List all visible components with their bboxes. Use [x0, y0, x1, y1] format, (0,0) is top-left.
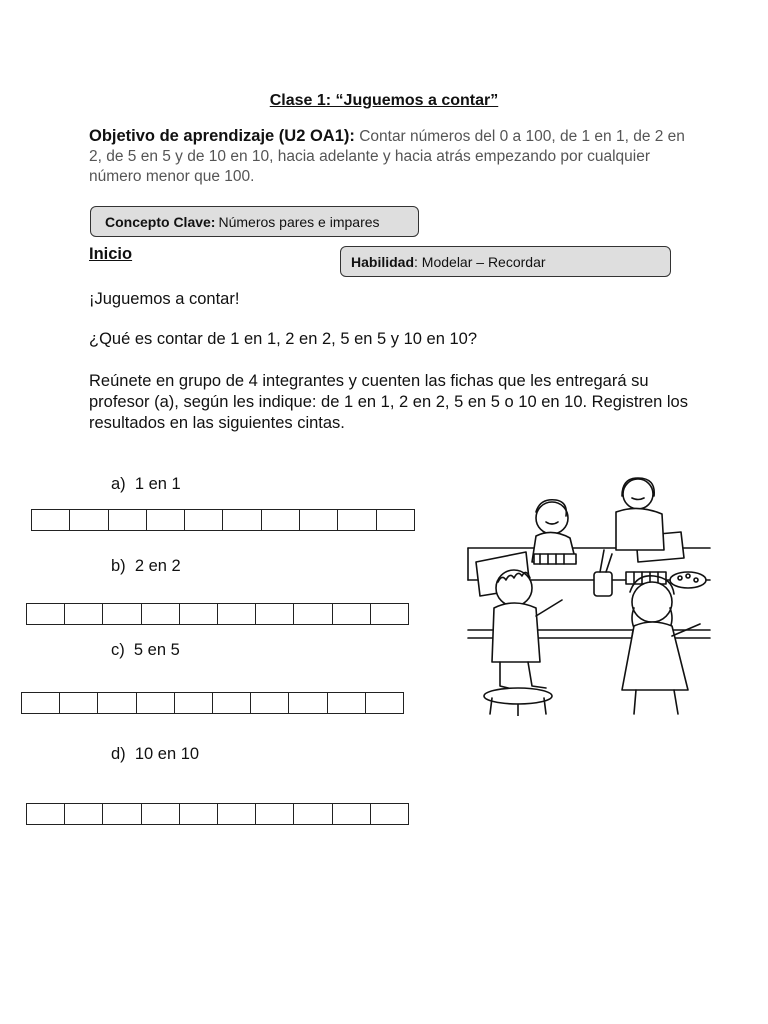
- exercise-letter: d): [111, 745, 126, 763]
- exercise-letter: a): [111, 475, 126, 493]
- strip-cell[interactable]: [256, 604, 294, 624]
- strip-cell[interactable]: [175, 693, 213, 713]
- paragraph-question: ¿Qué es contar de 1 en 1, 2 en 2, 5 en 5 y 10 en 10?: [89, 330, 478, 348]
- strip-cell[interactable]: [262, 510, 300, 530]
- strip-cell[interactable]: [32, 510, 70, 530]
- strip-cell[interactable]: [98, 693, 136, 713]
- concepto-value: Números pares e impares: [218, 213, 380, 230]
- strip-cell[interactable]: [289, 693, 327, 713]
- strip-cell[interactable]: [371, 604, 408, 624]
- exercise-text: 10 en 10: [134, 745, 200, 763]
- strip-cell[interactable]: [300, 510, 338, 530]
- strip-cell[interactable]: [65, 604, 103, 624]
- strip-cell[interactable]: [27, 804, 65, 824]
- strip-cell[interactable]: [137, 693, 175, 713]
- strip-cell[interactable]: [180, 804, 218, 824]
- strip-cell[interactable]: [147, 510, 185, 530]
- strip-cell[interactable]: [256, 804, 294, 824]
- habilidad-label: Habilidad: [351, 253, 415, 270]
- strip-cell[interactable]: [251, 693, 289, 713]
- objective-colon: :: [349, 127, 355, 145]
- concepto-clave-box: [90, 206, 419, 237]
- strip-cell[interactable]: [60, 693, 98, 713]
- strip-cell[interactable]: [22, 693, 60, 713]
- objective-text: Contar números del 0 a 100, de 1 en 1, de 2 en 2, de 5 en 5 y de 10 en 10, hacia adelante y hacia atrás empezando por cualquier número menor que 100.: [89, 128, 685, 185]
- strip-cell[interactable]: [109, 510, 147, 530]
- strip-cell[interactable]: [218, 604, 256, 624]
- counting-strip-b: [26, 603, 409, 625]
- exercise-text: 1 en 1: [134, 475, 181, 493]
- exercise-b-label: [111, 557, 181, 576]
- strip-cell[interactable]: [371, 804, 408, 824]
- strip-cell[interactable]: [223, 510, 261, 530]
- strip-cell[interactable]: [65, 804, 103, 824]
- strip-cell[interactable]: [213, 693, 251, 713]
- learning-objective: [89, 126, 689, 187]
- strip-cell[interactable]: [333, 804, 371, 824]
- exercise-letter: c): [111, 641, 125, 659]
- counting-strip-a: [31, 509, 415, 531]
- exercise-c-label: [111, 641, 180, 660]
- exercise-text: 5 en 5: [133, 641, 180, 659]
- habilidad-value: : Modelar – Recordar: [414, 253, 546, 270]
- exercise-a-label: [111, 475, 181, 494]
- exercise-text: 2 en 2: [134, 557, 181, 575]
- strip-cell[interactable]: [338, 510, 376, 530]
- counting-strip-c: [21, 692, 404, 714]
- children-counting-illustration-icon: [466, 476, 712, 716]
- strip-cell[interactable]: [366, 693, 403, 713]
- paragraph-instructions: Reúnete en grupo de 4 integrantes y cuenten las fichas que les entregará su profesor (a), según les indique: de 1 en 1, 2 en 2, 5 en 5 o 10 en 10. Registren los resultados en las siguientes cintas.: [89, 372, 688, 432]
- objective-lead: Objetivo de aprendizaje (U2 OA1): [89, 127, 350, 145]
- exercise-letter: b): [111, 557, 126, 575]
- counting-strip-d: [26, 803, 409, 825]
- strip-cell[interactable]: [103, 804, 141, 824]
- strip-cell[interactable]: [180, 604, 218, 624]
- section-heading-inicio: Inicio: [89, 245, 133, 263]
- strip-cell[interactable]: [185, 510, 223, 530]
- strip-cell[interactable]: [328, 693, 366, 713]
- habilidad-box: [340, 246, 671, 277]
- strip-cell[interactable]: [142, 604, 180, 624]
- strip-cell[interactable]: [27, 604, 65, 624]
- strip-cell[interactable]: [294, 804, 332, 824]
- page-title: Clase 1: “Juguemos a contar”: [269, 92, 499, 109]
- strip-cell[interactable]: [103, 604, 141, 624]
- strip-cell[interactable]: [142, 804, 180, 824]
- paragraph-intro: ¡Juguemos a contar!: [89, 290, 240, 308]
- exercise-d-label: [111, 745, 199, 764]
- concepto-label: Concepto Clave:: [105, 213, 216, 230]
- strip-cell[interactable]: [333, 604, 371, 624]
- strip-cell[interactable]: [70, 510, 108, 530]
- strip-cell[interactable]: [294, 604, 332, 624]
- strip-cell[interactable]: [218, 804, 256, 824]
- strip-cell[interactable]: [377, 510, 414, 530]
